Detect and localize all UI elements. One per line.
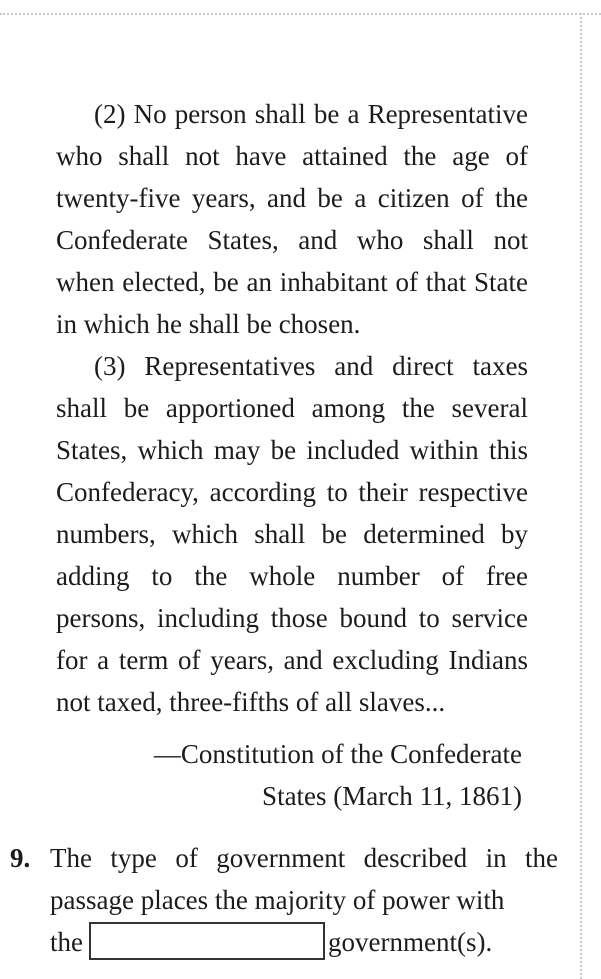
question-9: [10, 837, 558, 963]
citation-line-1: —Constitution of the Confederate: [153, 739, 522, 769]
question-number: 9.: [10, 843, 31, 873]
question-suffix: government(s).: [328, 927, 493, 957]
question-prefix: the: [50, 927, 83, 957]
question-answer-line: [50, 921, 558, 963]
passage-paragraph-2: (2) No person shall be a Representative who shall not have attained the age of twenty-five years, and be a citizen of the Confederate States, and who shall not when elected, be an inhabitant of that State in which he shall be chosen.: [56, 99, 528, 339]
source-passage: [56, 93, 528, 723]
passage-citation: [56, 733, 522, 817]
passage-paragraph-3: (3) Representatives and direct taxes shall be apportioned among the several States, which may be included within this Confederacy, according to their respective numbers, which shall be determined by adding to the whole number of free persons, including those bound to service for a term of years, and excluding Indians not taxed, three-fifths of all slaves...: [56, 351, 528, 717]
answer-blank-box[interactable]: [89, 922, 325, 960]
top-dotted-border: [0, 13, 601, 15]
right-dotted-border: [580, 13, 582, 979]
citation-line-2: States (March 11, 1861): [262, 781, 522, 811]
question-text: The type of government described in the passage places the majority of power with: [50, 843, 558, 915]
